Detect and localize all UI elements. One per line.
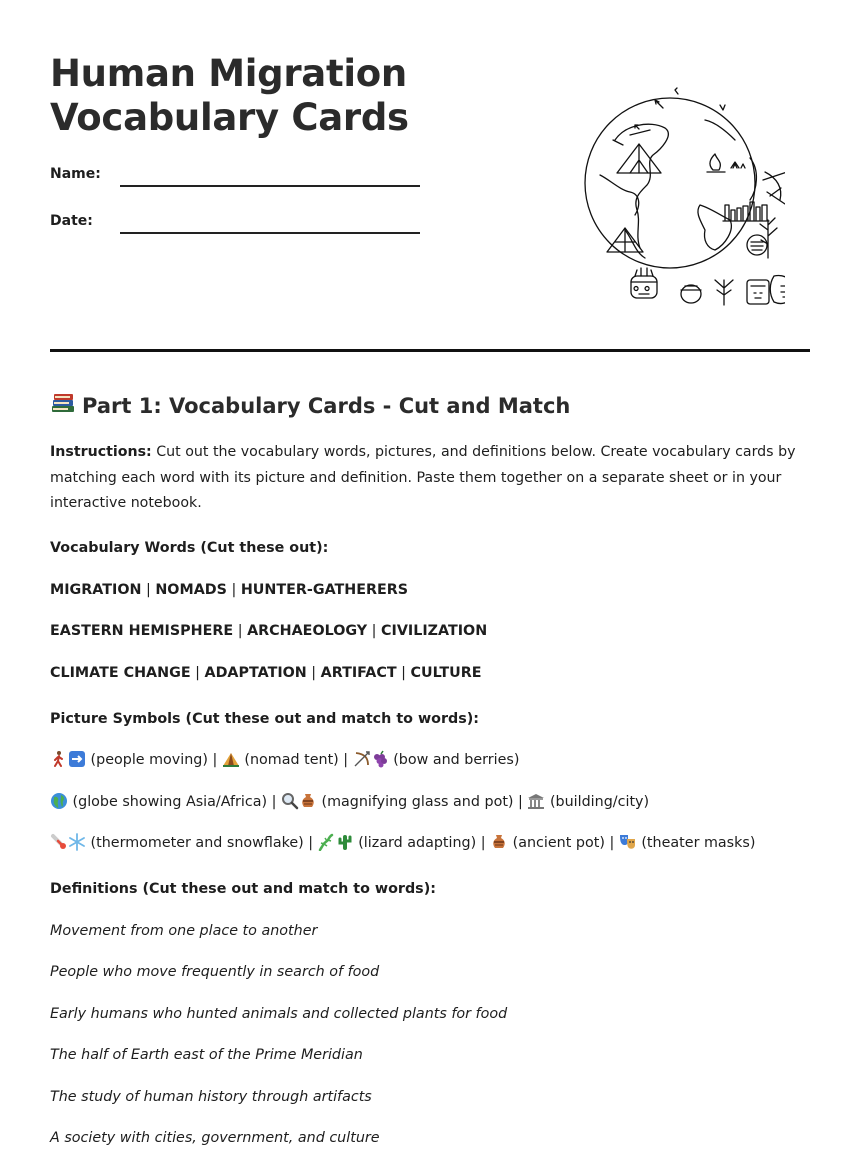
definition-item: Early humans who hunted animals and collected plants for food xyxy=(50,1006,508,1022)
pictures-row: (thermometer and snowflake) | (lizard adapting) | (ancient pot) | (theater masks) xyxy=(50,833,755,853)
lizard-icon xyxy=(318,833,336,851)
pictures-heading: Picture Symbols (Cut these out and match to words): xyxy=(50,711,480,727)
picture-building: (building/city) xyxy=(549,794,650,810)
theater-masks-icon xyxy=(619,833,637,851)
picture-bow-berries: (bow and berries) xyxy=(393,752,520,768)
definition-item: The study of human history through artifacts xyxy=(50,1089,372,1105)
worksheet-title: Human Migration Vocabulary Cards xyxy=(50,52,409,139)
word-culture: CULTURE xyxy=(410,665,482,681)
person-walking-icon xyxy=(50,750,68,768)
words-row: EASTERN HEMISPHERE | ARCHAEOLOGY | CIVILIZATION xyxy=(50,623,488,639)
pot-icon xyxy=(299,792,317,810)
picture-globe: (globe showing Asia/Africa) xyxy=(72,794,268,810)
picture-people-moving: (people moving) xyxy=(90,752,208,768)
words-row: MIGRATION | NOMADS | HUNTER-GATHERERS xyxy=(50,582,409,598)
cactus-icon xyxy=(336,833,354,851)
name-field xyxy=(50,166,430,196)
definition-item: Movement from one place to another xyxy=(50,923,318,939)
word-archaeology: ARCHAEOLOGY xyxy=(247,623,368,639)
picture-nomad-tent: (nomad tent) xyxy=(244,752,339,768)
date-line[interactable] xyxy=(120,232,420,234)
picture-magnifying-pot: (magnifying glass and pot) xyxy=(321,794,514,810)
word-climate-change: CLIMATE CHANGE xyxy=(50,665,191,681)
picture-ancient-pot: (ancient pot) xyxy=(512,835,605,851)
magnifying-glass-icon xyxy=(281,792,299,810)
word-hunter-gatherers: HUNTER-GATHERERS xyxy=(240,582,409,598)
pictures-row: (globe showing Asia/Africa) | (magnifying glass and pot) | (building/city) xyxy=(50,792,649,812)
picture-theater-masks: (theater masks) xyxy=(641,835,756,851)
globe-icon xyxy=(50,792,68,810)
bow-arrow-icon xyxy=(353,750,371,768)
definitions-heading: Definitions (Cut these out and match to words): xyxy=(50,881,436,897)
header-divider xyxy=(50,349,810,352)
picture-thermometer-snowflake: (thermometer and snowflake) xyxy=(90,835,304,851)
words-row: CLIMATE CHANGE | ADAPTATION | ARTIFACT | CULTURE xyxy=(50,665,482,681)
name-line[interactable] xyxy=(120,185,420,187)
word-migration: MIGRATION xyxy=(50,582,142,598)
instructions xyxy=(50,440,810,517)
word-eastern-hemisphere: EASTERN HEMISPHERE xyxy=(50,623,234,639)
pot-icon xyxy=(490,833,508,851)
word-artifact: ARTIFACT xyxy=(320,665,397,681)
part1-heading xyxy=(50,390,570,420)
instructions-text: Cut out the vocabulary words, pictures, and definitions below. Create vocabulary cards by matching each word with its picture and definition. Paste them together on a separate sheet or in your interactive notebook. xyxy=(50,444,796,511)
name-label: Name: xyxy=(50,166,101,182)
thermometer-icon xyxy=(50,833,68,851)
tent-icon xyxy=(222,750,240,768)
pictures-row: (people moving) | (nomad tent) | (bow and berries) xyxy=(50,750,519,770)
word-nomads: NOMADS xyxy=(155,582,227,598)
books-icon xyxy=(50,390,76,416)
snowflake-icon xyxy=(68,833,86,851)
picture-lizard: (lizard adapting) xyxy=(358,835,477,851)
right-arrow-icon xyxy=(68,750,86,768)
word-adaptation: ADAPTATION xyxy=(204,665,307,681)
grapes-icon xyxy=(371,750,389,768)
word-civilization: CIVILIZATION xyxy=(381,623,488,639)
words-heading: Vocabulary Words (Cut these out): xyxy=(50,540,329,556)
migration-globe-illustration xyxy=(555,80,785,315)
date-label: Date: xyxy=(50,213,93,229)
part1-heading-text: Part 1: Vocabulary Cards - Cut and Match xyxy=(82,394,571,418)
instructions-label: Instructions: xyxy=(50,444,152,460)
date-field xyxy=(50,213,430,243)
definition-item: A society with cities, government, and culture xyxy=(50,1130,380,1146)
definition-item: People who move frequently in search of food xyxy=(50,964,380,980)
building-icon xyxy=(527,792,545,810)
definition-item: The half of Earth east of the Prime Meridian xyxy=(50,1047,363,1063)
